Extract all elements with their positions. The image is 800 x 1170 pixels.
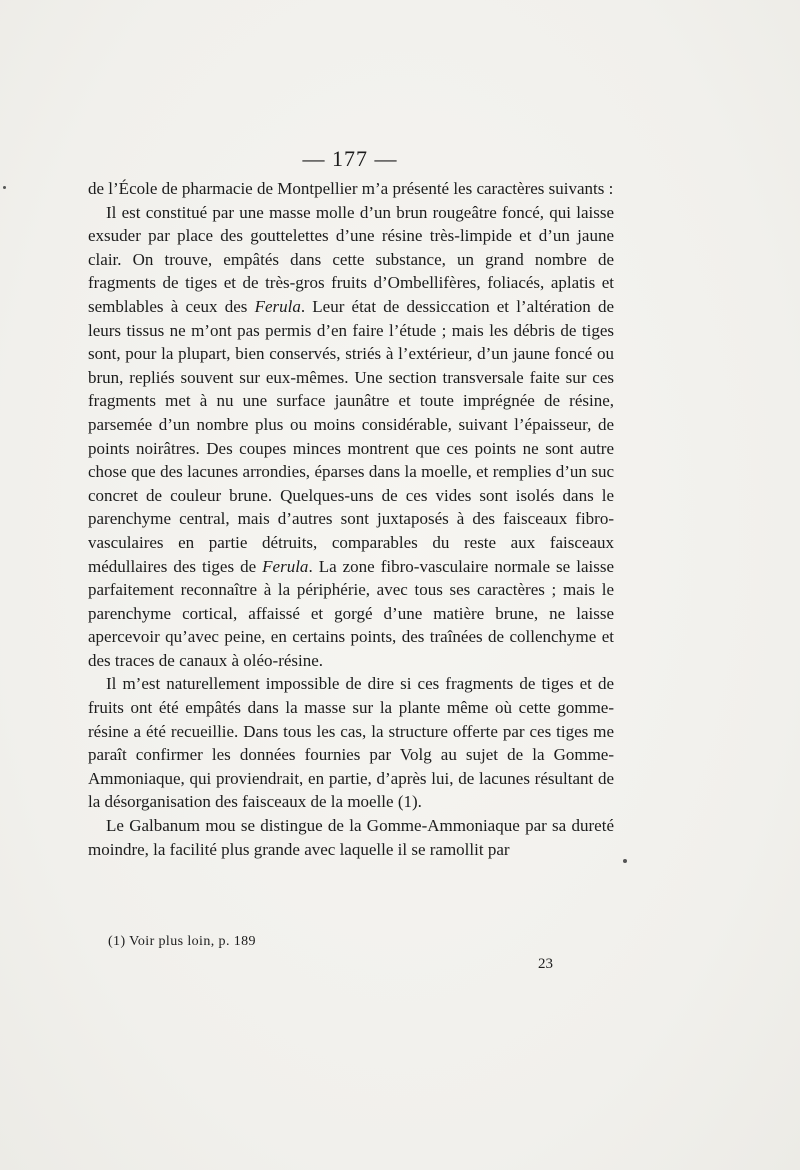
paragraph — [88, 814, 614, 861]
page-number: — 177 — — [302, 146, 398, 171]
paragraph-text: Le Galbanum mou se distingue de la Gomme-Ammoniaque par sa dureté moindre, la facilité plus grande avec laquelle il se ramollit par — [88, 816, 614, 859]
italic-genus: Ferula — [262, 556, 309, 576]
paragraph-text: . Leur état de dessiccation et l’altération de leurs tissus ne m’ont pas permis d’en faire l’étude ; mais les débris de tiges sont, pour la plupart, bien conservés, striés à l’extérieur, d’un jaune foncé ou brun, repliés souvent sur eux-mêmes. Une section transversale faite sur ces fragments met à nu une surface jaunâtre et toute imprégnée de résine, parsemée d’un nombre plus ou moins considérable, suivant l’épaisseur, de points noirâtres. Des coupes minces montrent que ces points ne sont autre chose que des lacunes arrondies, éparses dans la moelle, et remplies d’un suc concret de couleur brune. Quelques-uns de ces vides sont isolés dans le parenchyme central, mais d’autres sont juxtaposés à des faisceaux fibro-vasculaires en partie détruits, comparables du reste aux faisceaux médullaires des tiges de — [88, 296, 614, 576]
italic-genus: Ferula — [254, 296, 301, 316]
paragraph — [88, 201, 614, 673]
paragraph-text: Il est constitué par une masse molle d’un brun rougeâtre foncé, qui laisse exsuder par place des gouttelettes d’une résine très-limpide et d’un jaune clair. On trouve, empâtés dans cette substance, un grand nombre de fragments de tiges et de très-gros fruits d’Ombellifères, foliacés, aplatis et semblables à ceux des — [88, 202, 614, 316]
paragraph-continued — [88, 177, 614, 201]
speck — [623, 859, 627, 863]
paragraph-text: Il m’est naturellement impossible de dire si ces fragments de tiges et de fruits ont été empâtés dans la masse sur la plante même où cette gomme-résine a été recueillie. Dans tous les cas, la structure offerte par ces tiges me paraît confirmer les données fournies par Volg au sujet de la Gomme-Ammoniaque, qui proviendrait, en partie, d’après lui, de lacunes résultant de la désorganisation des faisceaux de la moelle (1). — [88, 674, 614, 812]
footnote: (1) Voir plus loin, p. 189 — [108, 934, 256, 949]
speck — [3, 186, 6, 189]
body-text — [88, 177, 614, 861]
paragraph-text: de l’École de pharmacie de Montpellier m’a présenté les caractères suivants : — [88, 179, 614, 198]
paragraph — [88, 672, 614, 814]
signature-mark: 23 — [538, 956, 553, 972]
paragraph-text: . La zone fibro-vasculaire normale se laisse parfaitement reconnaître à la périphérie, avec tous ses caractères ; mais le parenchyme cortical, affaissé et gorgé d’une matière brune, ne laisse apercevoir qu’avec peine, en certains points, des traînées de collenchyme et des traces de canaux à oléo-résine. — [88, 556, 614, 670]
